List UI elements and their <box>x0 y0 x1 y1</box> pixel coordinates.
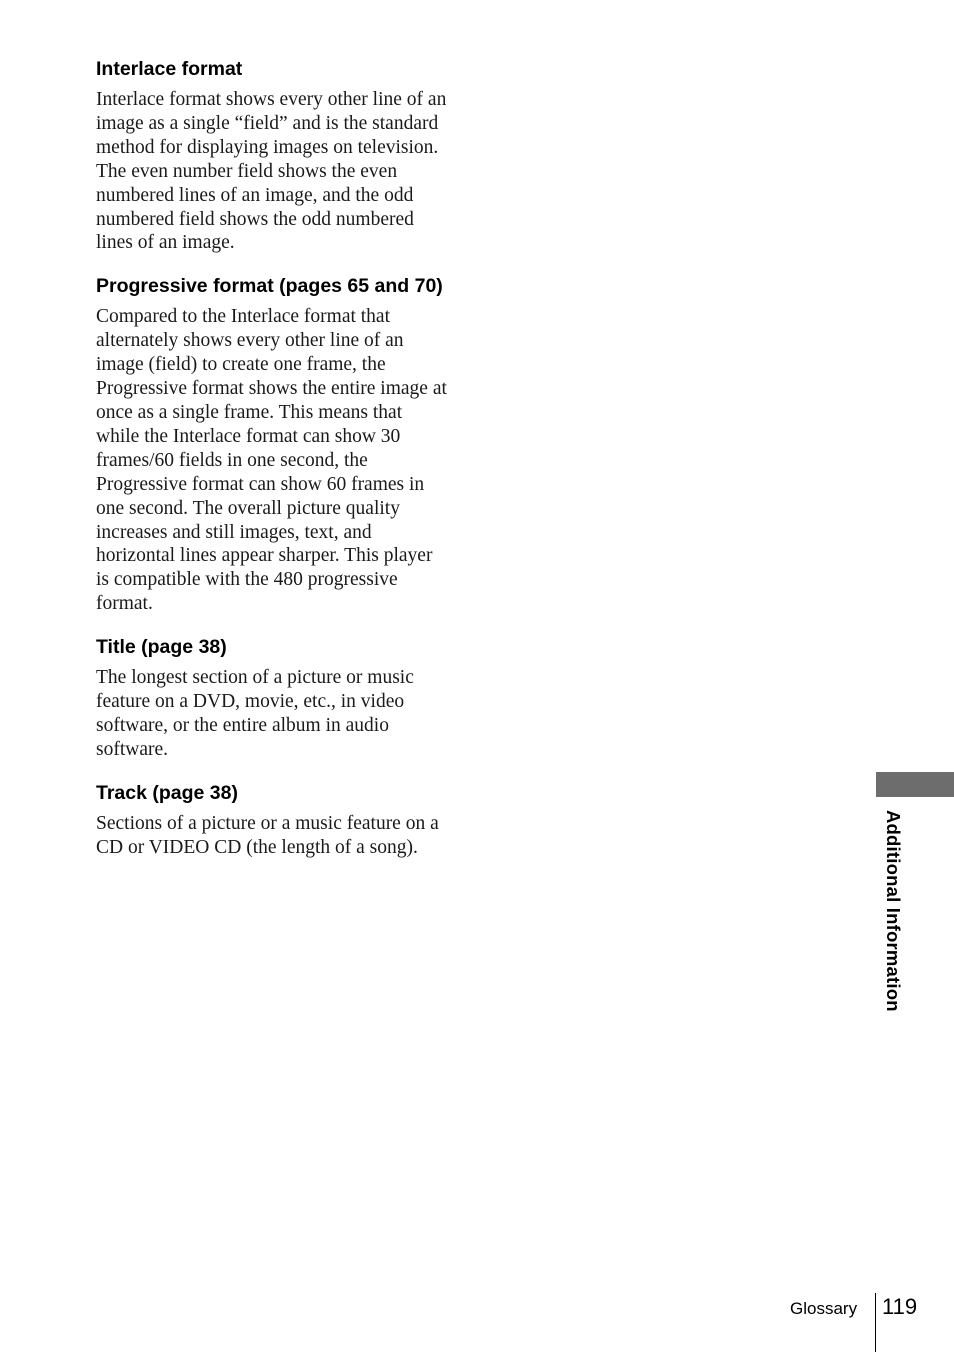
page-number: 119 <box>882 1294 918 1319</box>
definition-line: numbered lines of an image, and the odd <box>96 184 414 206</box>
definition-line: method for displaying images on television. <box>96 136 439 158</box>
definition-line: format. <box>96 593 153 615</box>
definition-line: software, or the entire album in audio <box>96 714 389 736</box>
entry-definition <box>96 666 468 762</box>
entry-term: Progressive format (pages 65 and 70) <box>96 275 443 298</box>
definition-line: Progressive format can show 60 frames in <box>96 473 425 495</box>
entry-term: Interlace format <box>96 58 243 80</box>
entry-definition <box>96 305 468 616</box>
definition-line: Interlace format shows every other line of an <box>96 89 447 110</box>
footer-divider <box>875 1293 876 1352</box>
definition-line: once as a single frame. This means that <box>96 401 403 423</box>
section-tab-marker <box>876 772 954 797</box>
glossary-entry-title <box>96 635 468 762</box>
definition-line: increases and still images, text, and <box>96 521 372 543</box>
definition-line: Progressive format shows the entire image at <box>96 378 447 400</box>
definition-line: software. <box>96 738 169 760</box>
glossary-entry-track <box>96 781 468 860</box>
definition-line: while the Interlace format can show 30 <box>96 425 401 447</box>
definition-line: The longest section of a picture or music <box>96 667 414 689</box>
definition-line: Compared to the Interlace format that <box>96 306 391 328</box>
glossary-column <box>96 57 468 879</box>
definition-line: horizontal lines appear sharper. This player <box>96 545 433 567</box>
entry-term: Track (page 38) <box>96 781 238 804</box>
definition-line: lines of an image. <box>96 232 235 254</box>
entry-term: Title (page 38) <box>96 636 227 659</box>
footer-section-name: Glossary <box>790 1299 858 1318</box>
definition-line: is compatible with the 480 progressive <box>96 569 398 591</box>
definition-line: image (field) to create one frame, the <box>96 354 386 376</box>
entry-definition <box>96 88 468 255</box>
glossary-entry-progressive-format <box>96 274 468 616</box>
entry-definition <box>96 812 468 860</box>
definition-line: Sections of a picture or a music feature on a <box>96 812 439 834</box>
definition-line: alternately shows every other line of an <box>96 330 404 352</box>
definition-line: numbered field shows the odd numbered <box>96 208 414 230</box>
definition-line: The even number field shows the even <box>96 160 398 182</box>
section-tab-label: Additional Information <box>883 810 904 1012</box>
glossary-entry-interlace-format <box>96 57 468 255</box>
definition-line: image as a single “field” and is the standard <box>96 112 439 134</box>
definition-line: feature on a DVD, movie, etc., in video <box>96 691 405 713</box>
definition-line: CD or VIDEO CD (the length of a song). <box>96 836 418 858</box>
definition-line: frames/60 fields in one second, the <box>96 449 368 471</box>
definition-line: one second. The overall picture quality <box>96 497 400 519</box>
